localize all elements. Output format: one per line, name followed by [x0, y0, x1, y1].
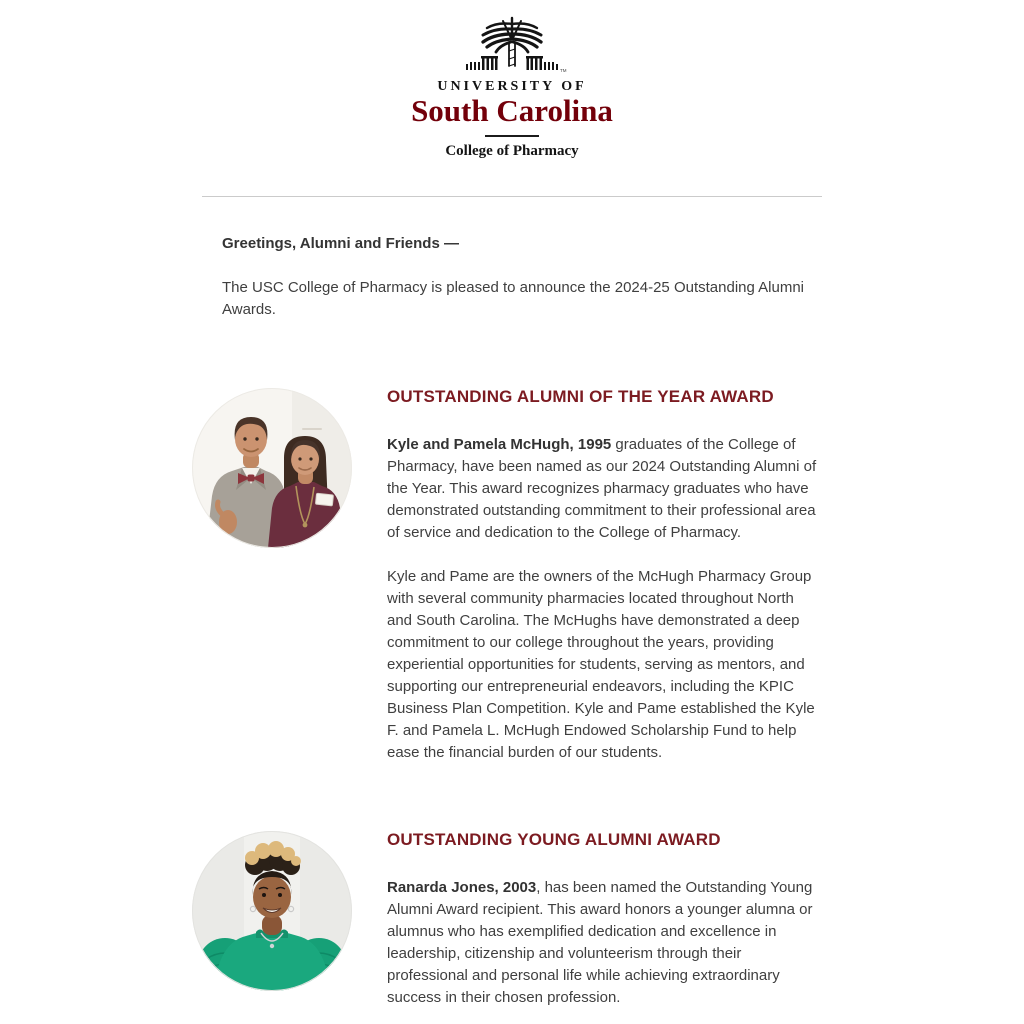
award-paragraph — [387, 877, 822, 1009]
header-divider — [202, 196, 822, 197]
palmetto-tree-icon — [452, 14, 572, 74]
intro-section — [192, 233, 832, 321]
greeting-text: Greetings, Alumni and Friends — — [222, 234, 459, 252]
usc-logo — [192, 0, 832, 160]
recipient-name-mchugh: Kyle and Pamela McHugh, 1995 — [387, 435, 612, 453]
mchugh-photo — [192, 388, 352, 548]
award-heading-young-alumni: OUTSTANDING YOUNG ALUMNI AWARD — [387, 829, 721, 849]
email-content — [192, 0, 832, 1009]
award-section-young-alumni — [192, 827, 832, 1009]
award-body-young-alumni — [387, 827, 822, 1009]
award-heading-alumni-of-the-year: OUTSTANDING ALUMNI OF THE YEAR AWARD — [387, 386, 774, 406]
paragraph-text: Kyle and Pame are the owners of the McHugh Pharmacy Group with several community pharmacies located throughout North and South Carolina. The McHughs have demonstrated a deep commitment to our college throughout the years, providing experiential opportunities for students, serving as mentors, and supporting our entrepreneurial endeavors, including the KPIC Business Plan Competition. Kyle and Pame established the Kyle F. and Pamela L. McHugh Endowed Scholarship Fund to help ease the financial burden of our students. — [387, 567, 815, 761]
award-paragraph — [387, 434, 822, 544]
paragraph-text: graduates of the College of Pharmacy, have been named as our 2024 Outstanding Alumni of the Year. This award recognizes pharmacy graduates who have demonstrated outstanding commitment to their professional area of service and dedication to the College of Pharmacy. — [387, 435, 817, 541]
award-paragraph — [387, 566, 822, 764]
award-section-alumni-of-the-year — [192, 384, 832, 764]
intro-text: The USC College of Pharmacy is pleased to announce the 2024-25 Outstanding Alumni Awards. — [222, 278, 805, 318]
logo-rule — [485, 135, 539, 137]
logo-south-carolina: South Carolina — [411, 93, 613, 128]
logo-college-of-pharmacy: College of Pharmacy — [445, 142, 579, 159]
logo-university-of: UNIVERSITY OF — [437, 79, 587, 94]
trademark-symbol: TM — [560, 68, 567, 73]
paragraph-text: , has been named the Outstanding Young Alumni Award recipient. This award honors a younger alumna or alumnus who has exemplified dedication and excellence in leadership, citizenship and volunteerism through their professional and personal life while achieving extraordinary success in their chosen profession. — [387, 878, 813, 1006]
ranarda-jones-photo — [192, 831, 352, 991]
award-body-alumni-of-the-year — [387, 384, 822, 764]
recipient-name-jones: Ranarda Jones, 2003 — [387, 878, 537, 896]
